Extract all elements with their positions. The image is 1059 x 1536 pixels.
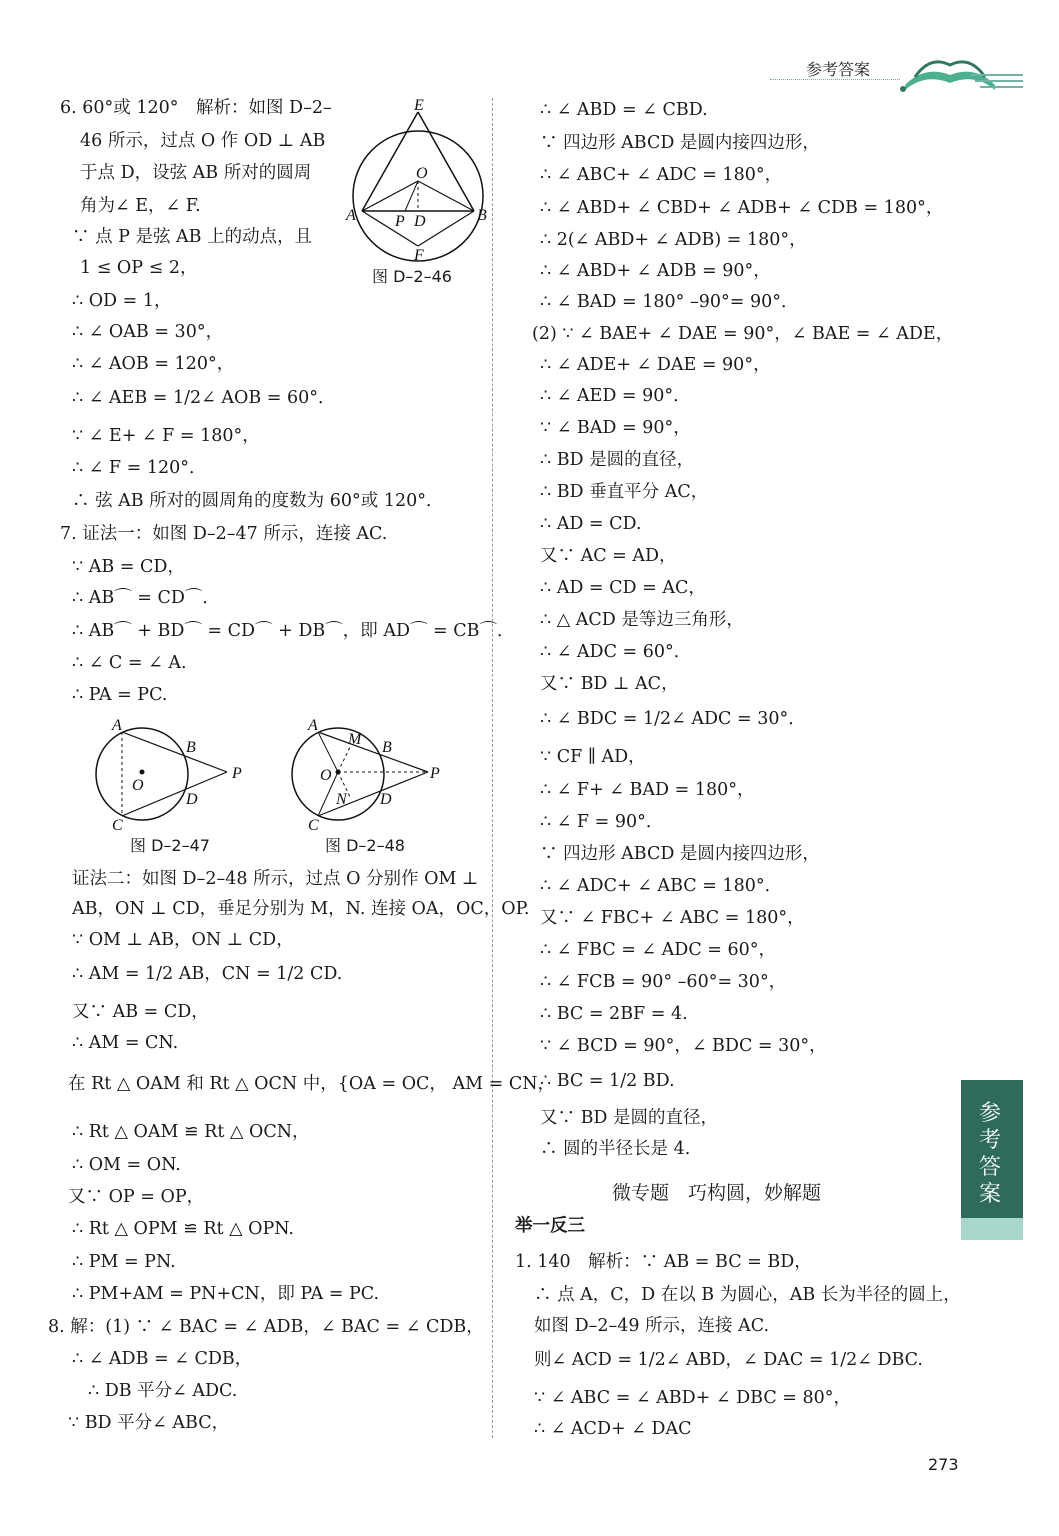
header-rule: [770, 79, 900, 80]
fig-label: B: [382, 739, 392, 756]
left-line: 在 Rt △ OAM 和 Rt △ OCN 中，{OA = OC， AM = CN，: [68, 1074, 556, 1094]
right-line: ∵ 四边形 ABCD 是圆内接四边形，: [540, 844, 820, 864]
column-divider: [492, 98, 493, 1438]
section-title: 微专题 巧构圆，妙解题: [612, 1182, 822, 1204]
side-tab-strip: [961, 1218, 1023, 1240]
fig-label: P: [232, 765, 242, 782]
right-line: ∴ ∠ ADE+ ∠ DAE = 90°，: [540, 355, 771, 375]
side-tab-label: 参 考 答 案: [978, 1101, 1001, 1207]
right-line: ∴ ∠ BAD = 180° –90°= 90°．: [540, 292, 799, 312]
fig-label: M: [348, 731, 362, 748]
left-line: ∴ ∠ ADB = ∠ CDB，: [72, 1349, 253, 1369]
right-line: ∴ BC = 2BF = 4.: [540, 1004, 688, 1024]
right-line: ∴ ∠ ADC = 60°．: [540, 642, 692, 662]
left-line: ∴ Rt △ OPM ≌ Rt △ OPN.: [72, 1219, 294, 1239]
left-line: ∴ 弦 AB 所对的圆周角的度数为 60°或 120°．: [72, 491, 444, 511]
right-line: ∴ ∠ ABD+ ∠ ADB = 90°，: [540, 261, 771, 281]
left-line: 6. 60°或 120° 解析：如图 D–2–: [60, 98, 332, 118]
right-line: ∵ ∠ BAD = 90°，: [540, 418, 691, 438]
right-line: 如图 D–2–49 所示，连接 AC.: [534, 1316, 770, 1336]
right-line: ∵ 四边形 ABCD 是圆内接四边形，: [540, 133, 820, 153]
figure-caption: 图 D–2–46: [372, 267, 452, 286]
right-line: ∴ ∠ FCB = 90° –60°= 30°，: [540, 972, 787, 992]
left-line: 又∵ OP = OP，: [68, 1187, 205, 1207]
left-line: AB，ON ⊥ CD，垂足分别为 M，N. 连接 OA，OC，OP.: [72, 899, 530, 919]
right-line: ∴ AD = CD.: [540, 514, 642, 534]
left-line: ∴ PA = PC.: [72, 685, 168, 705]
fig-label: O: [132, 777, 144, 794]
left-line: ∴ PM = PN.: [72, 1252, 176, 1272]
left-line: 1 ≤ OP ≤ 2，: [80, 258, 198, 278]
right-line: ∴ 圆的半径长是 4.: [540, 1139, 691, 1159]
right-line: ∴ ∠ ABD = ∠ CBD.: [540, 100, 708, 120]
figure-caption: 图 D–2–47: [130, 836, 210, 855]
book-logo-icon: [895, 45, 1025, 100]
right-line: (2) ∵ ∠ BAE+ ∠ DAE = 90°，∠ BAE = ∠ ADE，: [532, 324, 954, 344]
right-line: 又∵ BD 是圆的直径，: [540, 1108, 719, 1128]
fig-label: F: [414, 247, 424, 264]
right-line: 则∠ ACD = 1/2∠ ABD，∠ DAC = 1/2∠ DBC.: [534, 1350, 923, 1370]
left-line: ∴ OM = ON.: [72, 1155, 181, 1175]
left-line: ∴ ∠ C = ∠ A.: [72, 653, 187, 673]
fig-label: D: [380, 791, 392, 808]
right-line: ∴ BD 垂直平分 AC，: [540, 482, 709, 502]
subsection-title: 举一反三: [515, 1216, 585, 1236]
figure-d-2-48: [288, 712, 458, 832]
fig-label: B: [186, 739, 196, 756]
right-line: ∴ 2(∠ ABD+ ∠ ADB) = 180°，: [540, 230, 807, 250]
right-line: ∴ △ ACD 是等边三角形，: [540, 610, 744, 630]
right-line: ∴ BC = 1/2 BD.: [540, 1071, 675, 1091]
left-line: ∵ 点 P 是弦 AB 上的动点，且: [72, 227, 313, 247]
left-line: ∴ ∠ OAB = 30°，: [72, 322, 224, 342]
fig-label: E: [414, 97, 424, 114]
fig-label: A: [308, 717, 318, 734]
left-line: 46 所示，过点 O 作 OD ⊥ AB: [80, 131, 326, 151]
right-line: ∴ ∠ ABC+ ∠ ADC = 180°，: [540, 165, 783, 185]
side-tab: [961, 1080, 1023, 1240]
fig-label: A: [346, 207, 356, 224]
fig-label: D: [414, 213, 426, 230]
right-line: ∴ ∠ FBC = ∠ ADC = 60°，: [540, 940, 777, 960]
right-line: ∴ AD = CD = AC，: [540, 578, 706, 598]
right-line: ∴ BD 是圆的直径，: [540, 450, 695, 470]
left-line: ∴ AB⌒ + BD⌒ = CD⌒ + DB⌒，即 AD⌒ = CB⌒．: [72, 621, 515, 641]
left-line: ∴ PM+AM = PN+CN，即 PA = PC.: [72, 1284, 380, 1304]
left-line: ∵ OM ⊥ AB，ON ⊥ CD，: [72, 930, 294, 950]
right-line: 又∵ AC = AD，: [540, 546, 677, 566]
right-line: ∴ ∠ AED = 90°．: [540, 386, 691, 406]
fig-label: N: [336, 791, 347, 808]
left-line: ∴ ∠ AOB = 120°，: [72, 354, 235, 374]
left-line: 证法二：如图 D–2–48 所示，过点 O 分别作 OM ⊥: [72, 869, 479, 889]
fig-label: C: [308, 817, 319, 832]
left-line: 7. 证法一：如图 D–2–47 所示，连接 AC.: [60, 524, 388, 544]
fig-label: D: [186, 791, 198, 808]
fig-label: C: [112, 817, 123, 832]
fig-label: A: [112, 717, 122, 734]
left-line: ∴ AB⌒ = CD⌒．: [72, 588, 220, 608]
right-line: ∴ ∠ ADC+ ∠ ABC = 180°．: [540, 876, 783, 896]
fig-label: P: [430, 765, 440, 782]
fig-label: B: [477, 207, 487, 224]
page-number: 273: [928, 1455, 959, 1474]
right-line: 又∵ BD ⊥ AC，: [540, 674, 679, 694]
left-line: ∵ BD 平分∠ ABC，: [68, 1413, 230, 1433]
fig-label: O: [320, 767, 332, 784]
left-line: ∵ AB = CD，: [72, 557, 185, 577]
left-line: ∴ ∠ AEB = 1/2∠ AOB = 60°．: [72, 388, 336, 408]
right-line: ∴ ∠ F = 90°．: [540, 812, 664, 832]
right-line: 又∵ ∠ FBC+ ∠ ABC = 180°，: [540, 908, 805, 928]
right-line: ∵ CF ∥ AD，: [540, 747, 646, 767]
left-line: 角为∠ E，∠ F.: [80, 196, 201, 216]
right-line: ∴ ∠ ACD+ ∠ DAC: [534, 1419, 692, 1439]
right-line: ∴ ∠ ABD+ ∠ CBD+ ∠ ADB+ ∠ CDB = 180°，: [540, 198, 944, 218]
figure-d-2-47: [92, 712, 262, 832]
left-line: ∴ Rt △ OAM ≌ Rt △ OCN，: [72, 1122, 310, 1142]
right-line: ∴ 点 A，C，D 在以 B 为圆心，AB 长为半径的圆上，: [534, 1285, 961, 1305]
left-line: ∴ OD = 1，: [72, 291, 172, 311]
left-line: ∴ DB 平分∠ ADC.: [88, 1381, 238, 1401]
right-line: ∴ ∠ BDC = 1/2∠ ADC = 30°．: [540, 709, 806, 729]
left-line: 又∵ AB = CD，: [72, 1002, 209, 1022]
header-label: 参考答案: [806, 60, 871, 79]
left-line: ∴ ∠ F = 120°．: [72, 458, 207, 478]
figure-caption: 图 D–2–48: [325, 836, 405, 855]
left-line: ∴ AM = 1/2 AB，CN = 1/2 CD.: [72, 964, 343, 984]
right-line: ∵ ∠ BCD = 90°，∠ BDC = 30°，: [540, 1036, 827, 1056]
left-line: 8. 解：(1) ∵ ∠ BAC = ∠ ADB，∠ BAC = ∠ CDB，: [48, 1317, 484, 1337]
left-line: ∵ ∠ E+ ∠ F = 180°，: [72, 426, 260, 446]
figure-d-2-46: [340, 96, 490, 286]
left-line: ∴ AM = CN.: [72, 1033, 179, 1053]
left-line: 于点 D，设弦 AB 所对的圆周: [80, 163, 312, 183]
right-line: 1. 140 解析：∵ AB = BC = BD，: [515, 1252, 812, 1272]
right-line: ∴ ∠ F+ ∠ BAD = 180°，: [540, 780, 755, 800]
right-line: ∵ ∠ ABC = ∠ ABD+ ∠ DBC = 80°，: [534, 1388, 852, 1408]
fig-label: P: [395, 213, 405, 230]
fig-label: O: [416, 165, 428, 182]
